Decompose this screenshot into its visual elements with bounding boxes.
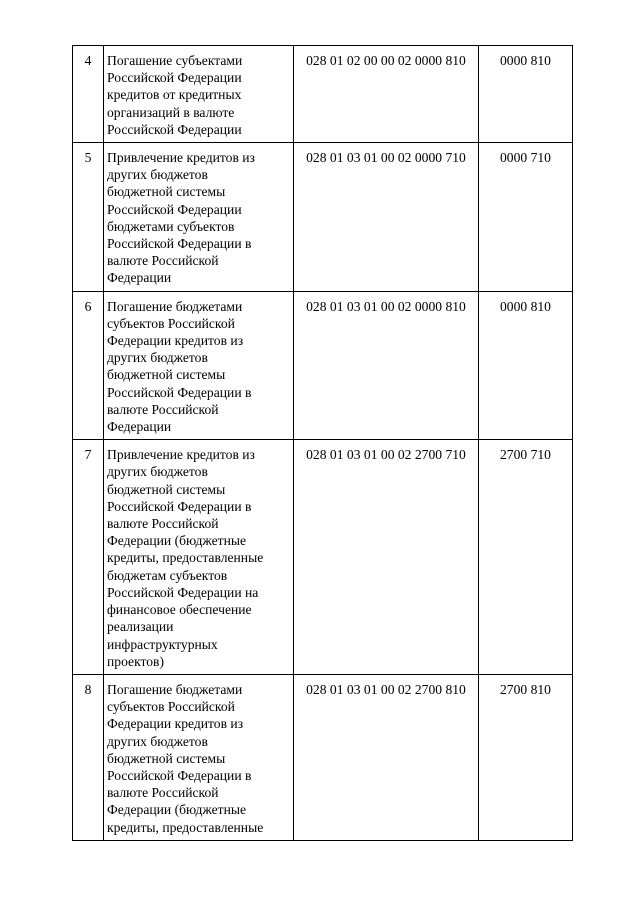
item-name-cell [104, 46, 294, 143]
budget-codes-table [72, 45, 573, 841]
item-name-line: инфраструктурных [107, 636, 218, 652]
item-name-line: Российской Федерации в [107, 498, 252, 514]
item-name-line: субъектов Российской [107, 699, 235, 715]
item-name-line: Российской Федерации в [107, 384, 252, 400]
item-name-cell [104, 291, 294, 440]
short-code-cell: 0000 810 [479, 46, 573, 143]
item-name-line: валюте Российской [107, 401, 219, 417]
item-name-line: реализации [107, 619, 174, 635]
item-name-cell [104, 440, 294, 675]
table-body [73, 46, 573, 841]
table-row [73, 46, 573, 143]
item-name-line: бюджетной системы [107, 184, 226, 200]
item-name-line: Российской Федерации [107, 201, 242, 217]
item-name-line: бюджетной системы [107, 750, 226, 766]
item-name-line: Погашение бюджетами [107, 681, 243, 697]
short-code-cell: 0000 710 [479, 143, 573, 292]
item-name-line: Федерации (бюджетные [107, 533, 247, 549]
item-name-line: кредиты, предоставленные [107, 819, 264, 835]
row-number-cell: 7 [73, 440, 104, 675]
item-name-line: Федерации [107, 270, 172, 286]
item-name-line: финансовое обеспечение [107, 602, 252, 618]
item-name-line: бюджетной системы [107, 367, 226, 383]
item-name-line: организаций в валюте [107, 104, 235, 120]
row-number-cell: 4 [73, 46, 104, 143]
short-code-cell: 2700 810 [479, 674, 573, 840]
item-name-cell [104, 143, 294, 292]
item-name-line: кредиты, предоставленные [107, 550, 264, 566]
row-number-cell: 5 [73, 143, 104, 292]
item-name-line: бюджетной системы [107, 481, 226, 497]
item-name-line: кредитов от кредитных [107, 87, 242, 103]
item-name-line: валюте Российской [107, 785, 219, 801]
item-name-line: Привлечение кредитов из [107, 150, 255, 166]
table-row [73, 291, 573, 440]
item-name-line: Федерации кредитов из [107, 716, 244, 732]
table-row [73, 143, 573, 292]
item-name-line: других бюджетов [107, 167, 208, 183]
item-name-line: валюте Российской [107, 516, 219, 532]
item-name-line: других бюджетов [107, 733, 208, 749]
item-name-line: бюджетами субъектов [107, 218, 235, 234]
table-row [73, 440, 573, 675]
item-name-line: Федерации кредитов из [107, 333, 244, 349]
item-name-cell [104, 674, 294, 840]
item-name-line: Российской Федерации в [107, 767, 252, 783]
item-name-line: субъектов Российской [107, 315, 235, 331]
item-name-line: Российской Федерации в [107, 236, 252, 252]
short-code-cell: 0000 810 [479, 291, 573, 440]
row-number-cell: 6 [73, 291, 104, 440]
item-name-line: Федерации (бюджетные [107, 802, 247, 818]
row-number-cell: 8 [73, 674, 104, 840]
budget-code-cell: 028 01 03 01 00 02 2700 810 [294, 674, 479, 840]
short-code-cell: 2700 710 [479, 440, 573, 675]
item-name-line: Погашение субъектами [107, 53, 243, 68]
item-name-line: проектов) [107, 653, 164, 669]
budget-code-cell: 028 01 03 01 00 02 0000 810 [294, 291, 479, 440]
item-name-line: Российской Федерации [107, 70, 242, 86]
item-name-line: Российской Федерации [107, 121, 242, 137]
item-name-line: бюджетам субъектов [107, 567, 228, 583]
item-name-line: Погашение бюджетами [107, 298, 243, 314]
item-name-line: Привлечение кредитов из [107, 447, 255, 463]
item-name-line: валюте Российской [107, 253, 219, 269]
item-name-line: Российской Федерации на [107, 584, 259, 600]
budget-code-cell: 028 01 02 00 00 02 0000 810 [294, 46, 479, 143]
budget-code-cell: 028 01 03 01 00 02 0000 710 [294, 143, 479, 292]
item-name-line: других бюджетов [107, 464, 208, 480]
item-name-line: Федерации [107, 419, 172, 435]
table-row [73, 674, 573, 840]
budget-code-cell: 028 01 03 01 00 02 2700 710 [294, 440, 479, 675]
item-name-line: других бюджетов [107, 350, 208, 366]
